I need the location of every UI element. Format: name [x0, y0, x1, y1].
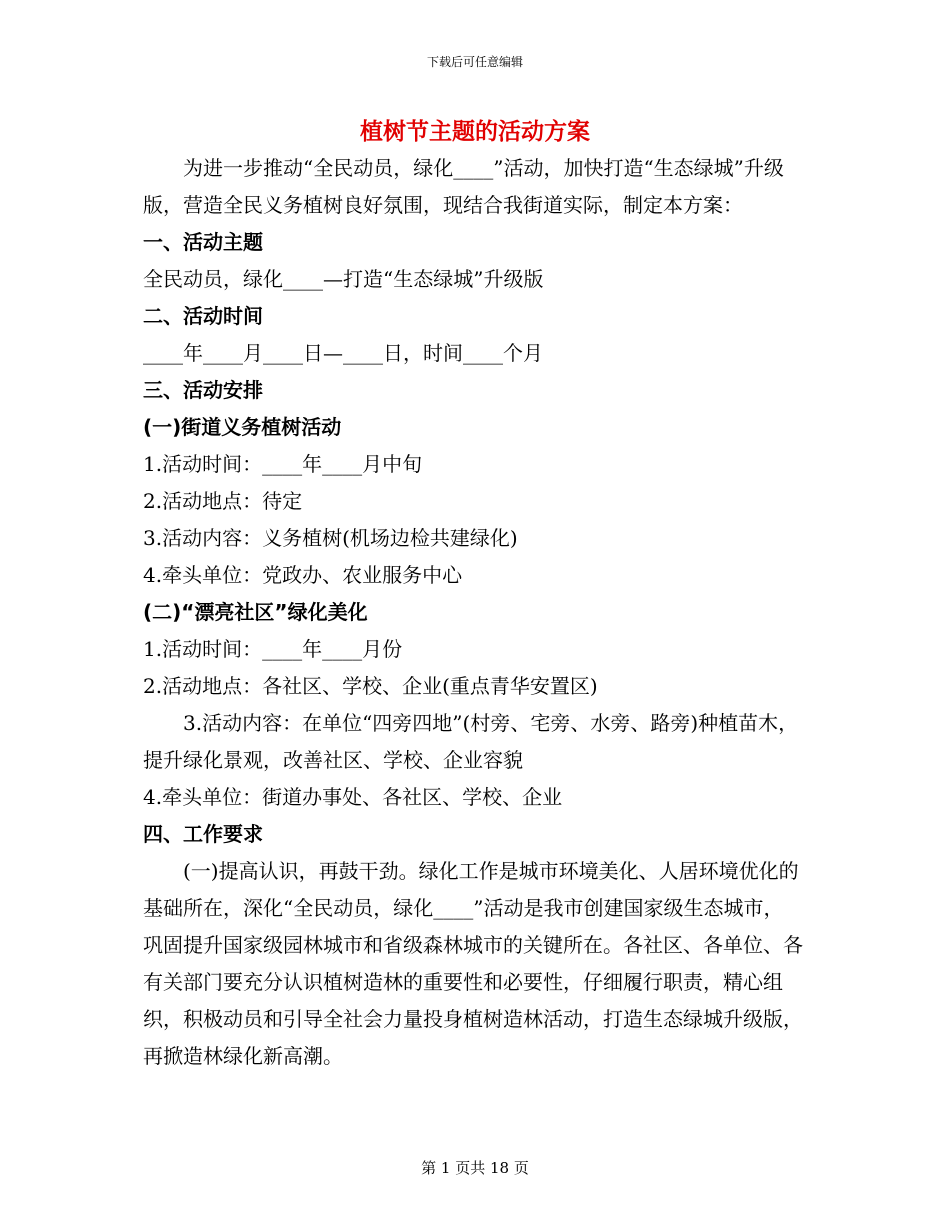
intro-paragraph: 为进一步推动“全民动员，绿化____”活动，加快打造“生态绿城”升级版，营造全民义务植树良好氛围，现结合我街道实际，制定本方案：: [143, 156, 784, 217]
list-item: 4.牵头单位：党政办、农业服务中心: [143, 563, 463, 587]
document-body: [143, 150, 803, 1075]
list-item: 1.活动时间：____年____月中旬: [143, 452, 423, 476]
section-heading-time: 二、活动时间: [143, 304, 263, 328]
list-item: 3.活动内容：在单位“四旁四地”(村旁、宅旁、水旁、路旁)种植苗木，提升绿化景观，改善社区、学校、企业容貌: [143, 711, 799, 772]
list-item: 4.牵头单位：街道办事处、各社区、学校、企业: [143, 785, 563, 809]
section-heading-requirements: 四、工作要求: [143, 822, 263, 846]
subsection-heading-community: (二)“漂亮社区”绿化美化: [143, 600, 368, 624]
section-text-theme: 全民动员，绿化____—打造“生态绿城”升级版: [143, 267, 544, 291]
list-item: 1.活动时间：____年____月份: [143, 637, 403, 661]
subsection-heading-planting: (一)街道义务植树活动: [143, 415, 342, 439]
requirements-paragraph: (一)提高认识，再鼓干劲。绿化工作是城市环境美化、人居环境优化的基础所在，深化“全民动员，绿化____”活动是我市创建国家级生态城市，巩固提升国家级园林城市和省级森林城市的关键所在。各社区、各单位、各有关部门要充分认识植树造林的重要性和必要性，仔细履行职责，精心组织，积极动员和引导全社会力量投身植树造林活动，打造生态绿城升级版，再掀造林绿化新高潮。: [143, 859, 803, 1068]
section-text-time: ____年____月____日—____日，时间____个月: [143, 341, 543, 365]
page-footer-number: 第 1 页共 18 页: [421, 1159, 529, 1177]
list-item: 2.活动地点：待定: [143, 489, 303, 513]
list-item: 2.活动地点：各社区、学校、企业(重点青华安置区): [143, 674, 598, 698]
section-heading-arrangement: 三、活动安排: [143, 378, 263, 402]
section-heading-theme: 一、活动主题: [143, 230, 263, 254]
document-title: 植树节主题的活动方案: [360, 119, 590, 145]
list-item: 3.活动内容：义务植树(机场边检共建绿化): [143, 526, 518, 550]
page-header-note: 下载后可任意编辑: [426, 55, 523, 69]
